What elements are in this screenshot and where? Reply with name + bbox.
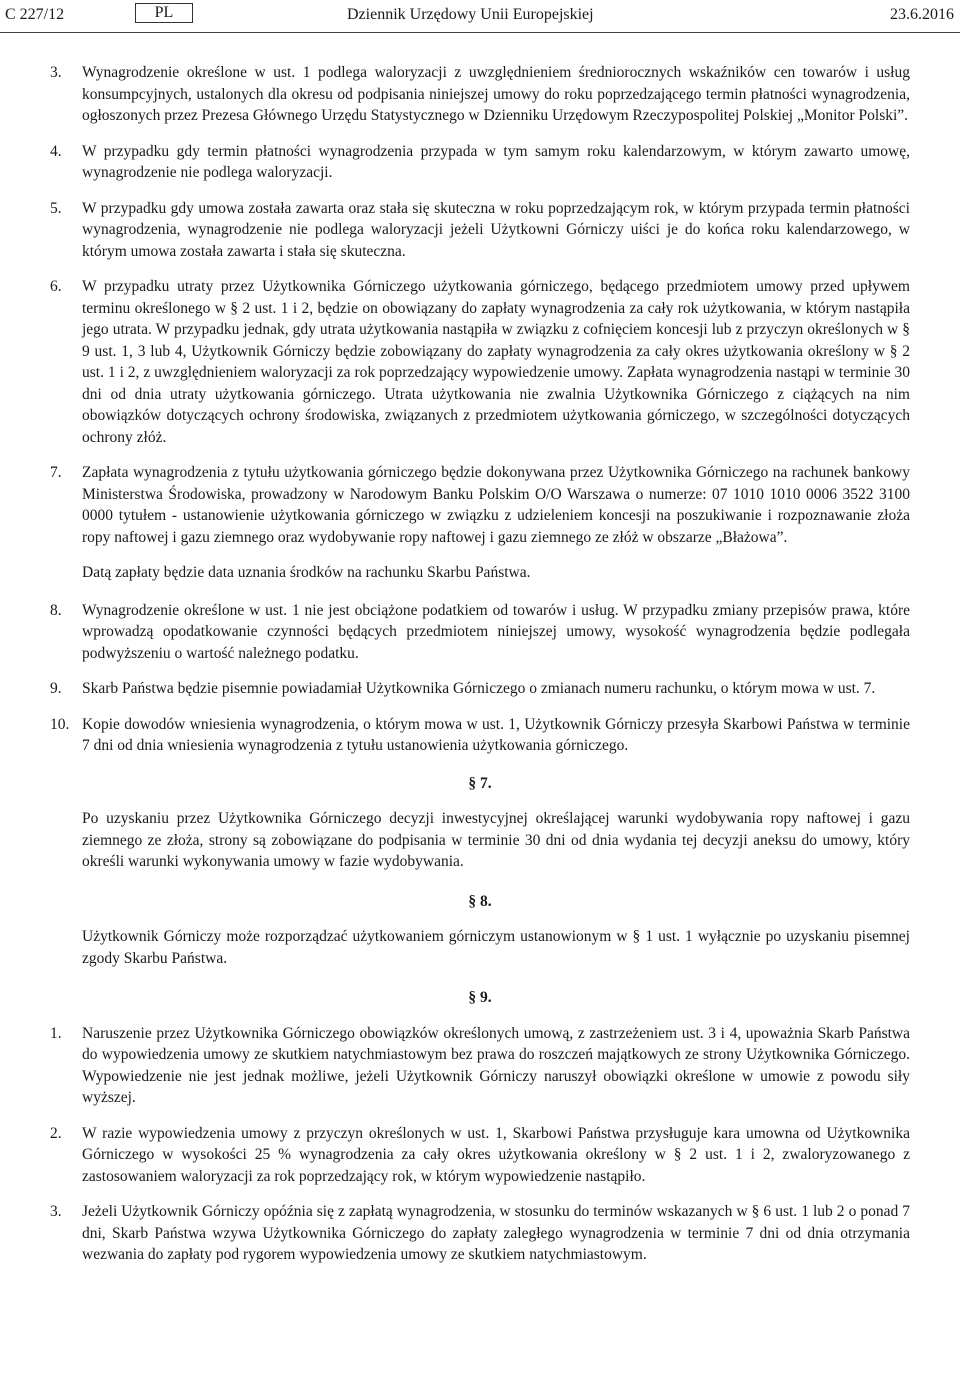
paragraph-text: Jeżeli Użytkownik Górniczy opóźnia się z zapłatą wynagrodzenia, w stosunku do terminów wskazanych w § 6 ust. 1 lub 2 o ponad 7 dni, Skarb Państwa wzywa Użytkownika Górniczego do zapłaty zaległego wynagrodzenia w terminie 7 dni od dnia otrzymania wezwania do zapłaty pod rygorem wypowiedzenia umowy ze skutkiem natychmiastowym. bbox=[82, 1203, 910, 1263]
paragraph-text: W przypadku utraty przez Użytkownika Górniczego użytkowania górniczego, będącego przedmiotem umowy przed upływem terminu określonego w § 2 ust. 1 i 2, będzie on obowiązany do zapłaty wynagrodzenia za cały rok użytkowania, w którym nastąpiła jego utrata. W przypadku jednak, gdy utrata użytkowania nastąpiła w związku z cofnięciem koncesji lub z przyczyn określonych w § 9 ust. 1, 3 lub 4, Użytkownik Górniczy będzie zobowiązany do zapłaty wynagrodzenia za cały okres użytkowania określony w § 2 ust. 1 i 2, z uwzględnieniem waloryzacji za rok poprzedzający wypowiedzenie umowy. Zapłata wynagrodzenia nastąpi w terminie 30 dni od dnia utraty użytkowania górniczego. Utrata użytkowania nie zwalnia Użytkownika Górniczego z ciążących na nim obowiązków dotyczących ochrony środowiska, związanych z przedmiotem użytkowania górniczego, w szczególności dotyczących ochrony złóż. bbox=[82, 278, 910, 446]
paragraph-item bbox=[50, 276, 910, 448]
publication-date: 23.6.2016 bbox=[890, 6, 954, 23]
paragraph-text: Wynagrodzenie określone w ust. 1 nie jest obciążone podatkiem od towarów i usług. W przypadku zmiany przepisów prawa, które wprowadzą opodatkowanie czynności będących przedmiotem niniejszej umowy, wysokość wynagrodzenia będzie podlegała podwyższeniu o wartość należnego podatku. bbox=[82, 601, 910, 662]
paragraph-text: W przypadku gdy umowa została zawarta oraz stała się skuteczna w roku poprzedzającym rok, w którym przypada termin płatności wynagrodzenia, wynagrodzenie nie podlega waloryzacji jeżeli Użytkowni Górniczy uiści je do końca roku kalendarzowego, w którym umowa została zawarta i stała się skuteczna. bbox=[82, 199, 910, 260]
paragraph-text: Kopie dowodów wniesienia wynagrodzenia, o którym mowa w ust. 1, Użytkownik Górniczy przesyła Skarbowi Państwa w terminie 7 dni od dnia wniesienia wynagrodzenia z tytułu ustanowienia użytkowania górniczego. bbox=[82, 715, 910, 754]
paragraph-item bbox=[50, 198, 910, 263]
paragraph-number: 8. bbox=[50, 601, 62, 619]
paragraph-text: W razie wypowiedzenia umowy z przyczyn określonych w ust. 1, Skarbowi Państwa przysługuje kara umowna od Użytkownika Górniczego w wysokości 25 % wynagrodzenia za cały okres użytkowania określony w § 2 ust. 1 i 2, zwaloryzowanego z zastosowaniem waloryzacji za rok poprzedzający rok, w którym wypowiedzenie nastąpiło. bbox=[82, 1124, 910, 1185]
paragraph-item bbox=[50, 600, 910, 665]
paragraph-text: Skarb Państwa będzie pisemnie powiadamiał Użytkownika Górniczego o zmianach numeru rachunku, o którym mowa w ust. 7. bbox=[82, 680, 876, 697]
section-7-text: Po uzyskaniu przez Użytkownika Górniczego decyzji inwestycyjnej określającej warunki wydobywania ropy naftowej i gazu ziemnego ze złoża, strony są zobowiązane do podpisania w terminie 30 dni od dnia wydania tej decyzji aneksu do umowy, który określi warunki wykonywania umowy w fazie wydobywania. bbox=[82, 810, 910, 870]
paragraph-number: 7. bbox=[50, 464, 62, 481]
paragraph-number: 3. bbox=[50, 64, 62, 81]
paragraph-item bbox=[50, 1123, 910, 1188]
paragraph-item bbox=[50, 62, 910, 127]
header-divider bbox=[0, 32, 960, 33]
page-header bbox=[0, 0, 960, 32]
language-badge: PL bbox=[135, 3, 193, 23]
document-body bbox=[50, 62, 910, 1280]
journal-title: Dziennik Urzędowy Unii Europejskiej bbox=[347, 6, 594, 23]
paragraph-text: W przypadku gdy termin płatności wynagrodzenia przypada w tym samym roku kalendarzowym, w którym zawarto umowę, wynagrodzenie nie podlega waloryzacji. bbox=[82, 142, 910, 181]
paragraph-item bbox=[50, 1023, 910, 1109]
paragraph-item bbox=[50, 462, 910, 548]
paragraph-text: Zapłata wynagrodzenia z tytułu użytkowania górniczego będzie dokonywana przez Użytkownika Górniczego na rachunek bankowy Ministerstwa Środowiska, prowadzony w Narodowym Banku Polskim O/O Warszawa o numerze: 07 1010 1010 0006 3522 3100 0000 tytułem - ustanowienie użytkowania górniczego w związku z udzieleniem koncesji na poszukiwanie i rozpoznawanie złoża ropy naftowej i gazu ziemnego oraz wydobywanie ropy naftowej i gazu ziemnego ze złóż w obszarze „Błażowa”. bbox=[82, 464, 910, 546]
section-heading-7: § 7. bbox=[468, 774, 492, 792]
paragraph-number: 3. bbox=[50, 1203, 62, 1220]
payment-date-note: Datą zapłaty będzie data uznania środków na rachunku Skarbu Państwa. bbox=[82, 564, 531, 581]
paragraph-number: 5. bbox=[50, 199, 62, 217]
paragraph-item bbox=[50, 1201, 910, 1266]
paragraph-number: 4. bbox=[50, 142, 62, 160]
paragraph-text: Naruszenie przez Użytkownika Górniczego obowiązków określonych umową, z zastrzeżeniem ust. 3 i 4, upoważnia Skarb Państwa do wypowiedzenia umowy ze skutkiem natychmiastowym bez prawa do roszczeń majątkowych ze strony Użytkownika Górniczego. Wypowiedzenie nie jest jednak możliwe, jeżeli Użytkownik Górniczy naruszył obowiązki określone w umowie z powodu siły wyższej. bbox=[82, 1024, 910, 1106]
paragraph-item bbox=[50, 678, 910, 700]
paragraph-number: 9. bbox=[50, 680, 62, 697]
journal-reference: C 227/12 bbox=[5, 6, 65, 23]
section-8-text: Użytkownik Górniczy może rozporządzać użytkowaniem górniczym ustanowionym w § 1 ust. 1 wyłącznie po uzyskaniu pisemnej zgody Skarbu Państwa. bbox=[82, 928, 910, 967]
section-heading-9: § 9. bbox=[468, 989, 492, 1006]
paragraph-item bbox=[50, 141, 910, 184]
paragraph-text: Wynagrodzenie określone w ust. 1 podlega waloryzacji z uwzględnieniem średniorocznych wskaźników cen towarów i usług konsumpcyjnych, ustalonych dla okresu od podpisania niniejszej umowy do roku poprzedzającego termin płatności wynagrodzenia, ogłoszonych przez Prezesa Głównego Urzędu Statystycznego w Dzienniku Urzędowym Rzeczypospolitej Polskiej „Monitor Polski”. bbox=[82, 64, 910, 124]
paragraph-number: 1. bbox=[50, 1024, 62, 1042]
section-heading-8: § 8. bbox=[468, 892, 492, 910]
paragraph-number: 10. bbox=[50, 715, 70, 733]
paragraph-item bbox=[50, 714, 910, 757]
paragraph-number: 2. bbox=[50, 1124, 62, 1142]
paragraph-number: 6. bbox=[50, 278, 62, 295]
